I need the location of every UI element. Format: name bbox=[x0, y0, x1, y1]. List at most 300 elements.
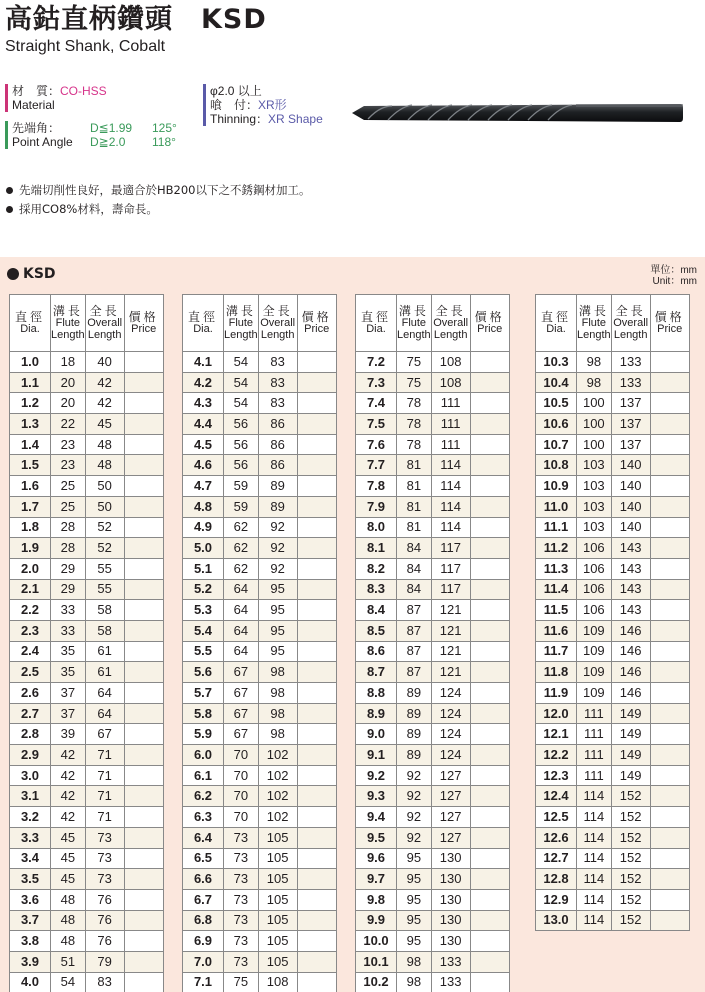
diameter-cell: 10.6 bbox=[536, 414, 577, 435]
table-row bbox=[10, 807, 164, 828]
diameter-cell: 1.9 bbox=[10, 538, 51, 559]
table-row bbox=[10, 765, 164, 786]
flute-length-cell: 45 bbox=[51, 827, 86, 848]
diameter-cell: 2.7 bbox=[10, 703, 51, 724]
overall-header-cn: 全長 bbox=[615, 304, 646, 318]
flute-length-cell: 73 bbox=[224, 910, 259, 931]
diameter-cell: 8.0 bbox=[356, 517, 397, 538]
diameter-cell: 9.2 bbox=[356, 765, 397, 786]
price-cell bbox=[470, 807, 509, 828]
dia-header-cn: 直徑 bbox=[540, 310, 571, 324]
table-row bbox=[183, 765, 337, 786]
table-row bbox=[183, 517, 337, 538]
overall-length-cell: 95 bbox=[258, 579, 297, 600]
table-row bbox=[183, 434, 337, 455]
page-subtitle: Straight Shank, Cobalt bbox=[5, 38, 166, 55]
flute-length-cell: 62 bbox=[224, 558, 259, 579]
price-cell bbox=[470, 600, 509, 621]
table-row bbox=[356, 972, 510, 992]
price-cell bbox=[124, 910, 163, 931]
diameter-cell: 11.0 bbox=[536, 496, 577, 517]
table-row bbox=[356, 434, 510, 455]
diameter-cell: 5.0 bbox=[183, 538, 224, 559]
price-cell bbox=[650, 476, 689, 497]
flute-length-cell: 106 bbox=[577, 579, 612, 600]
overall-length-cell: 114 bbox=[431, 496, 470, 517]
table-row bbox=[10, 703, 164, 724]
diameter-cell: 4.3 bbox=[183, 393, 224, 414]
flute-length-cell: 37 bbox=[51, 683, 86, 704]
price-cell bbox=[650, 869, 689, 890]
price-cell bbox=[124, 372, 163, 393]
table-row bbox=[536, 414, 690, 435]
overall-length-cell: 130 bbox=[431, 889, 470, 910]
price-cell bbox=[650, 641, 689, 662]
flute-length-cell: 54 bbox=[51, 972, 86, 992]
table-row bbox=[183, 848, 337, 869]
price-cell bbox=[650, 496, 689, 517]
overall-length-cell: 105 bbox=[258, 827, 297, 848]
price-cell bbox=[297, 972, 336, 992]
overall-length-cell: 83 bbox=[258, 372, 297, 393]
unit-label bbox=[650, 265, 697, 287]
diameter-cell: 10.9 bbox=[536, 476, 577, 497]
overall-length-cell: 149 bbox=[611, 703, 650, 724]
diameter-cell: 1.5 bbox=[10, 455, 51, 476]
price-cell bbox=[297, 579, 336, 600]
overall-length-cell: 137 bbox=[611, 434, 650, 455]
price-cell bbox=[297, 620, 336, 641]
price-cell bbox=[297, 414, 336, 435]
price-cell bbox=[124, 455, 163, 476]
flute-length-cell: 98 bbox=[577, 352, 612, 373]
flute-length-cell: 100 bbox=[577, 434, 612, 455]
overall-length-cell: 140 bbox=[611, 517, 650, 538]
price-cell bbox=[297, 703, 336, 724]
price-header bbox=[650, 295, 689, 352]
overall-header-en: Length bbox=[613, 329, 648, 341]
material-value: CO-HSS bbox=[60, 84, 107, 98]
flute-header bbox=[577, 295, 612, 352]
diameter-cell: 10.3 bbox=[536, 352, 577, 373]
diameter-cell: 3.5 bbox=[10, 869, 51, 890]
price-cell bbox=[124, 827, 163, 848]
diameter-cell: 11.4 bbox=[536, 579, 577, 600]
price-cell bbox=[124, 414, 163, 435]
overall-length-cell: 105 bbox=[258, 931, 297, 952]
price-cell bbox=[650, 745, 689, 766]
flute-length-cell: 35 bbox=[51, 641, 86, 662]
diameter-cell: 9.7 bbox=[356, 869, 397, 890]
diameter-cell: 10.4 bbox=[536, 372, 577, 393]
table-row bbox=[10, 558, 164, 579]
overall-length-cell: 146 bbox=[611, 620, 650, 641]
flute-length-cell: 33 bbox=[51, 600, 86, 621]
diameter-cell: 7.4 bbox=[356, 393, 397, 414]
flute-length-cell: 73 bbox=[224, 889, 259, 910]
overall-length-cell: 50 bbox=[85, 476, 124, 497]
price-cell bbox=[297, 724, 336, 745]
spec-table-panel bbox=[0, 257, 705, 992]
flute-length-cell: 20 bbox=[51, 372, 86, 393]
flute-length-cell: 59 bbox=[224, 476, 259, 497]
table-row bbox=[536, 434, 690, 455]
dia-header-cn: 直徑 bbox=[14, 310, 45, 324]
table-row bbox=[183, 931, 337, 952]
flute-length-cell: 84 bbox=[397, 538, 432, 559]
flute-length-cell: 54 bbox=[224, 372, 259, 393]
table-row bbox=[10, 724, 164, 745]
flute-length-cell: 18 bbox=[51, 352, 86, 373]
price-header-en: Price bbox=[657, 323, 683, 335]
flute-length-cell: 81 bbox=[397, 476, 432, 497]
price-cell bbox=[124, 869, 163, 890]
unit-cn: 單位：mm bbox=[650, 265, 697, 276]
diameter-cell: 6.4 bbox=[183, 827, 224, 848]
table-row bbox=[536, 827, 690, 848]
price-cell bbox=[297, 352, 336, 373]
diameter-cell: 2.4 bbox=[10, 641, 51, 662]
overall-length-cell: 76 bbox=[85, 889, 124, 910]
diameter-cell: 12.5 bbox=[536, 807, 577, 828]
table-row bbox=[356, 393, 510, 414]
diameter-cell: 3.3 bbox=[10, 827, 51, 848]
price-cell bbox=[297, 786, 336, 807]
overall-header bbox=[258, 295, 297, 352]
diameter-cell: 3.2 bbox=[10, 807, 51, 828]
flute-length-cell: 103 bbox=[577, 517, 612, 538]
flute-length-cell: 89 bbox=[397, 745, 432, 766]
price-cell bbox=[470, 951, 509, 972]
diameter-cell: 1.3 bbox=[10, 414, 51, 435]
table-row bbox=[183, 745, 337, 766]
price-cell bbox=[470, 496, 509, 517]
diameter-cell: 2.3 bbox=[10, 620, 51, 641]
diameter-cell: 12.9 bbox=[536, 889, 577, 910]
price-cell bbox=[297, 765, 336, 786]
table-row bbox=[356, 558, 510, 579]
table-row bbox=[536, 683, 690, 704]
diameter-cell: 1.6 bbox=[10, 476, 51, 497]
price-cell bbox=[124, 745, 163, 766]
diameter-cell: 2.8 bbox=[10, 724, 51, 745]
flute-length-cell: 39 bbox=[51, 724, 86, 745]
diameter-cell: 11.7 bbox=[536, 641, 577, 662]
diameter-cell: 6.3 bbox=[183, 807, 224, 828]
overall-length-cell: 98 bbox=[258, 724, 297, 745]
flute-length-cell: 84 bbox=[397, 558, 432, 579]
flute-header-en: Length bbox=[51, 329, 85, 341]
diameter-cell: 13.0 bbox=[536, 910, 577, 931]
flute-length-cell: 95 bbox=[397, 869, 432, 890]
price-cell bbox=[650, 414, 689, 435]
overall-length-cell: 117 bbox=[431, 538, 470, 559]
point-angle-label: 先端角： bbox=[12, 121, 61, 135]
diameter-cell: 11.8 bbox=[536, 662, 577, 683]
diameter-cell: 8.8 bbox=[356, 683, 397, 704]
flute-length-cell: 87 bbox=[397, 641, 432, 662]
flute-length-cell: 54 bbox=[224, 393, 259, 414]
diameter-cell: 8.2 bbox=[356, 558, 397, 579]
table-row bbox=[536, 372, 690, 393]
diameter-cell: 10.2 bbox=[356, 972, 397, 992]
diameter-cell: 9.5 bbox=[356, 827, 397, 848]
overall-length-cell: 133 bbox=[431, 972, 470, 992]
table-row bbox=[536, 786, 690, 807]
overall-length-cell: 108 bbox=[258, 972, 297, 992]
table-row bbox=[183, 538, 337, 559]
table-row bbox=[10, 786, 164, 807]
table-header-row bbox=[10, 295, 164, 352]
overall-length-cell: 111 bbox=[431, 414, 470, 435]
overall-length-cell: 42 bbox=[85, 393, 124, 414]
flute-header-en: Length bbox=[577, 329, 611, 341]
table-row bbox=[536, 600, 690, 621]
diameter-cell: 1.2 bbox=[10, 393, 51, 414]
price-cell bbox=[650, 765, 689, 786]
price-cell bbox=[124, 558, 163, 579]
overall-length-cell: 73 bbox=[85, 827, 124, 848]
diameter-cell: 4.7 bbox=[183, 476, 224, 497]
diameter-cell: 2.2 bbox=[10, 600, 51, 621]
flute-length-cell: 103 bbox=[577, 476, 612, 497]
overall-length-cell: 146 bbox=[611, 641, 650, 662]
size-table-4 bbox=[535, 294, 690, 931]
diameter-cell: 8.5 bbox=[356, 620, 397, 641]
overall-length-cell: 121 bbox=[431, 662, 470, 683]
overall-length-cell: 40 bbox=[85, 352, 124, 373]
overall-length-cell: 48 bbox=[85, 434, 124, 455]
overall-length-cell: 124 bbox=[431, 683, 470, 704]
table-row bbox=[183, 972, 337, 992]
overall-length-cell: 95 bbox=[258, 600, 297, 621]
overall-length-cell: 152 bbox=[611, 889, 650, 910]
table-row bbox=[356, 662, 510, 683]
price-cell bbox=[470, 972, 509, 992]
overall-length-cell: 48 bbox=[85, 455, 124, 476]
overall-length-cell: 71 bbox=[85, 786, 124, 807]
diameter-cell: 11.1 bbox=[536, 517, 577, 538]
table-row bbox=[356, 807, 510, 828]
flute-length-cell: 28 bbox=[51, 538, 86, 559]
diameter-cell: 6.7 bbox=[183, 889, 224, 910]
diameter-cell: 9.9 bbox=[356, 910, 397, 931]
flute-length-cell: 67 bbox=[224, 724, 259, 745]
flute-length-cell: 95 bbox=[397, 889, 432, 910]
material-label: 材 質： bbox=[12, 84, 61, 98]
price-cell bbox=[470, 579, 509, 600]
table-row bbox=[356, 579, 510, 600]
overall-length-cell: 152 bbox=[611, 807, 650, 828]
dia-header-cn: 直徑 bbox=[187, 310, 218, 324]
price-cell bbox=[650, 889, 689, 910]
price-cell bbox=[650, 455, 689, 476]
price-cell bbox=[650, 517, 689, 538]
table-row bbox=[183, 910, 337, 931]
price-cell bbox=[470, 414, 509, 435]
note-text-1: 先端切削性良好，最適合於HB200以下之不銹鋼材加工。 bbox=[19, 183, 311, 197]
flute-length-cell: 78 bbox=[397, 393, 432, 414]
flute-length-cell: 23 bbox=[51, 434, 86, 455]
flute-length-cell: 28 bbox=[51, 517, 86, 538]
table-row bbox=[356, 476, 510, 497]
flute-length-cell: 56 bbox=[224, 455, 259, 476]
flute-length-cell: 114 bbox=[577, 848, 612, 869]
flute-header-en: Flute bbox=[228, 317, 254, 329]
table-row bbox=[356, 641, 510, 662]
flute-length-cell: 20 bbox=[51, 393, 86, 414]
flute-length-cell: 42 bbox=[51, 786, 86, 807]
price-cell bbox=[650, 600, 689, 621]
dia-header bbox=[536, 295, 577, 352]
price-header-cn: 價格 bbox=[128, 310, 159, 324]
flute-length-cell: 114 bbox=[577, 910, 612, 931]
overall-header bbox=[85, 295, 124, 352]
table-row bbox=[356, 538, 510, 559]
price-header bbox=[297, 295, 336, 352]
diameter-cell: 2.9 bbox=[10, 745, 51, 766]
overall-length-cell: 98 bbox=[258, 662, 297, 683]
flute-header-en: Flute bbox=[581, 317, 607, 329]
flute-header-en: Flute bbox=[55, 317, 81, 329]
price-cell bbox=[650, 724, 689, 745]
overall-length-cell: 108 bbox=[431, 372, 470, 393]
note-item bbox=[5, 200, 310, 219]
diameter-cell: 8.9 bbox=[356, 703, 397, 724]
flute-length-cell: 56 bbox=[224, 414, 259, 435]
table-row bbox=[356, 724, 510, 745]
price-cell bbox=[124, 889, 163, 910]
flute-length-cell: 92 bbox=[397, 827, 432, 848]
flute-length-cell: 62 bbox=[224, 517, 259, 538]
price-cell bbox=[470, 827, 509, 848]
price-cell bbox=[297, 476, 336, 497]
price-cell bbox=[297, 951, 336, 972]
table-row bbox=[356, 600, 510, 621]
table-row bbox=[536, 620, 690, 641]
overall-length-cell: 114 bbox=[431, 476, 470, 497]
flute-header bbox=[397, 295, 432, 352]
table-row bbox=[356, 786, 510, 807]
price-header-cn: 價格 bbox=[301, 310, 332, 324]
table-row bbox=[183, 455, 337, 476]
flute-length-cell: 98 bbox=[397, 972, 432, 992]
point-angle-cond-1: D≦1.99 bbox=[90, 121, 133, 135]
price-cell bbox=[297, 455, 336, 476]
table-row bbox=[10, 476, 164, 497]
table-row bbox=[536, 558, 690, 579]
flute-length-cell: 92 bbox=[397, 765, 432, 786]
diameter-cell: 7.9 bbox=[356, 496, 397, 517]
price-cell bbox=[124, 931, 163, 952]
flute-header-en: Length bbox=[397, 329, 431, 341]
price-cell bbox=[124, 807, 163, 828]
price-header-en: Price bbox=[477, 323, 503, 335]
diameter-cell: 3.0 bbox=[10, 765, 51, 786]
diameter-cell: 4.0 bbox=[10, 972, 51, 992]
overall-length-cell: 83 bbox=[258, 352, 297, 373]
price-cell bbox=[297, 641, 336, 662]
price-cell bbox=[650, 662, 689, 683]
price-cell bbox=[124, 662, 163, 683]
diameter-cell: 6.9 bbox=[183, 931, 224, 952]
dia-header-en: Dia. bbox=[546, 323, 566, 335]
overall-header-en: Length bbox=[433, 329, 468, 341]
price-cell bbox=[470, 786, 509, 807]
price-cell bbox=[124, 683, 163, 704]
table-row bbox=[10, 434, 164, 455]
point-angle-cond-2: D≧2.0 bbox=[90, 135, 126, 149]
diameter-cell: 6.2 bbox=[183, 786, 224, 807]
overall-length-cell: 117 bbox=[431, 579, 470, 600]
overall-header-en: Length bbox=[87, 329, 122, 341]
price-cell bbox=[124, 496, 163, 517]
flute-length-cell: 75 bbox=[224, 972, 259, 992]
overall-length-cell: 71 bbox=[85, 765, 124, 786]
price-cell bbox=[297, 496, 336, 517]
flute-length-cell: 73 bbox=[224, 848, 259, 869]
table-row bbox=[10, 393, 164, 414]
price-cell bbox=[470, 745, 509, 766]
table-row bbox=[183, 600, 337, 621]
flute-length-cell: 29 bbox=[51, 579, 86, 600]
price-cell bbox=[124, 724, 163, 745]
flute-length-cell: 109 bbox=[577, 620, 612, 641]
dia-header-cn: 直徑 bbox=[360, 310, 391, 324]
diameter-cell: 5.4 bbox=[183, 620, 224, 641]
diameter-cell: 12.6 bbox=[536, 827, 577, 848]
diameter-cell: 10.1 bbox=[356, 951, 397, 972]
overall-length-cell: 55 bbox=[85, 579, 124, 600]
thinning-spec bbox=[203, 84, 323, 126]
table-row bbox=[356, 372, 510, 393]
dia-header-en: Dia. bbox=[366, 323, 386, 335]
table-row bbox=[183, 496, 337, 517]
flute-length-cell: 70 bbox=[224, 745, 259, 766]
overall-length-cell: 105 bbox=[258, 910, 297, 931]
flute-length-cell: 33 bbox=[51, 620, 86, 641]
table-row bbox=[183, 786, 337, 807]
overall-length-cell: 130 bbox=[431, 931, 470, 952]
thinning-value-en: XR Shape bbox=[268, 112, 323, 126]
table-row bbox=[356, 703, 510, 724]
flute-length-cell: 95 bbox=[397, 848, 432, 869]
material-spec bbox=[5, 84, 107, 112]
diameter-cell: 9.0 bbox=[356, 724, 397, 745]
flute-length-cell: 114 bbox=[577, 807, 612, 828]
overall-length-cell: 149 bbox=[611, 724, 650, 745]
overall-length-cell: 133 bbox=[431, 951, 470, 972]
overall-length-cell: 76 bbox=[85, 910, 124, 931]
price-cell bbox=[124, 393, 163, 414]
flute-length-cell: 109 bbox=[577, 641, 612, 662]
table-row bbox=[536, 517, 690, 538]
overall-length-cell: 127 bbox=[431, 827, 470, 848]
price-cell bbox=[124, 765, 163, 786]
note-item bbox=[5, 181, 310, 200]
panel-title-text: KSD bbox=[23, 266, 56, 282]
size-table-3 bbox=[355, 294, 510, 992]
price-cell bbox=[124, 600, 163, 621]
table-row bbox=[183, 414, 337, 435]
table-row bbox=[536, 724, 690, 745]
overall-length-cell: 146 bbox=[611, 683, 650, 704]
overall-length-cell: 67 bbox=[85, 724, 124, 745]
diameter-cell: 8.7 bbox=[356, 662, 397, 683]
point-angle-spec bbox=[5, 121, 192, 149]
overall-length-cell: 64 bbox=[85, 683, 124, 704]
price-cell bbox=[124, 786, 163, 807]
